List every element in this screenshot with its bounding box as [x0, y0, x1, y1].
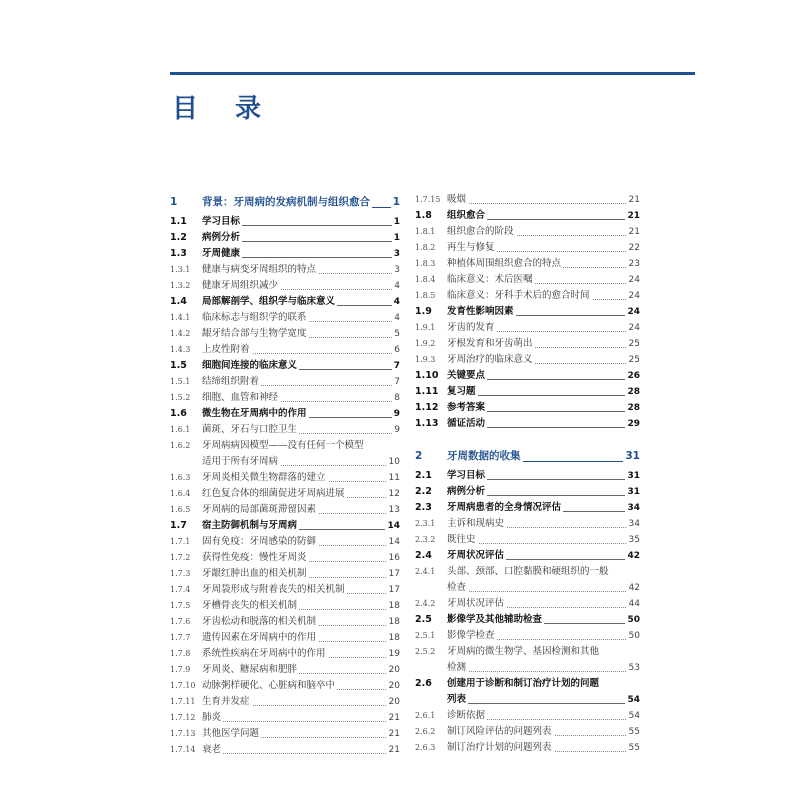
toc-number: 2.6.3: [415, 743, 436, 752]
toc-title: 检查: [447, 580, 468, 596]
toc-number: 1.4.1: [170, 313, 191, 322]
toc-page-number: 55: [627, 724, 640, 740]
toc-number: 1.6.2: [170, 441, 191, 450]
toc-title: 关键要点: [447, 368, 487, 384]
toc-title: 龈牙结合部与生物学宽度: [202, 326, 309, 342]
toc-title: 衰老: [202, 742, 223, 758]
toc-number: 1.8.1: [415, 227, 436, 236]
toc-title: 临床意义：牙科手术后的愈合时间: [447, 288, 592, 304]
toc-number: 1.8: [415, 210, 432, 221]
toc-page-number: 21: [625, 208, 640, 224]
toc-title: 牙周治疗的临床意义: [447, 352, 535, 368]
toc-number: 1.7.14: [170, 745, 196, 754]
toc-page-number: 22: [627, 240, 640, 256]
toc-number: 1: [170, 196, 178, 208]
toc-entry[interactable]: [415, 708, 640, 724]
toc-title: 结缔组织附着: [202, 374, 261, 390]
toc-number: 1.8.2: [415, 243, 436, 252]
toc-column-left: [170, 192, 400, 758]
toc-number: 1.3.1: [170, 265, 191, 274]
toc-number: 1.12: [415, 402, 439, 413]
toc-page-number: 25: [627, 352, 640, 368]
toc-entry[interactable]: [415, 564, 640, 580]
toc-entry[interactable]: [170, 678, 400, 694]
toc-title: 肺炎: [202, 710, 223, 726]
toc-number: 1.9.1: [415, 323, 436, 332]
toc-title: 病例分析: [447, 484, 487, 500]
toc-page-number: 1: [392, 214, 400, 230]
toc-page-number: 24: [627, 272, 640, 288]
toc-number: 2.4.1: [415, 567, 436, 576]
toc-entry[interactable]: [415, 208, 640, 224]
toc-page-number: 3: [392, 262, 400, 278]
toc-entry[interactable]: [415, 304, 640, 320]
toc-entry[interactable]: [415, 256, 640, 272]
toc-page-number: 19: [387, 646, 400, 662]
toc-entry[interactable]: [170, 630, 400, 646]
toc-page-number: 1: [391, 192, 400, 212]
toc-entry[interactable]: [415, 240, 640, 256]
toc-title: 牙周健康: [202, 246, 242, 262]
toc-page-number: 4: [392, 278, 400, 294]
toc-entry[interactable]: [170, 598, 400, 614]
toc-page-number: 35: [627, 532, 640, 548]
toc-entry[interactable]: [415, 740, 640, 756]
toc-number: 1.5: [170, 360, 187, 371]
toc-page-number: 17: [387, 566, 400, 582]
toc-page-number: 14: [385, 518, 400, 534]
toc-title: 红色复合体的细菌促进牙周病进展: [202, 486, 347, 502]
toc-title: 病例分析: [202, 230, 242, 246]
toc-title: 创建用于诊断和制订治疗计划的问题: [447, 676, 601, 692]
toc-entry[interactable]: [170, 374, 400, 390]
toc-leader: [447, 671, 640, 672]
toc-page-number: 14: [387, 534, 400, 550]
toc-page-number: 24: [627, 320, 640, 336]
toc-number: 1.8.3: [415, 259, 436, 268]
toc-title: 适用于所有牙周病: [202, 454, 280, 470]
toc-title: 再生与修复: [447, 240, 497, 256]
toc-page-number: 21: [387, 742, 400, 758]
toc-number: 2.6: [415, 678, 432, 689]
toc-number: 1.7.4: [170, 585, 191, 594]
toc-page-number: 9: [392, 422, 400, 438]
toc-title: 生育并发症: [202, 694, 252, 710]
toc-number: 1.7.1: [170, 537, 191, 546]
toc-page-number: 50: [625, 612, 640, 628]
toc-page-number: 21: [387, 726, 400, 742]
toc-number: 1.7.5: [170, 601, 191, 610]
toc-entry[interactable]: [170, 742, 400, 758]
toc-title: 牙周袋形成与附着丧失的相关机制: [202, 582, 347, 598]
toc-entry[interactable]: [170, 566, 400, 582]
toc-leader: [447, 703, 640, 704]
toc-page-number: 4: [392, 310, 400, 326]
toc-number: 2.4: [415, 550, 432, 561]
toc-entry[interactable]: [170, 710, 400, 726]
toc-title: 其他医学问题: [202, 726, 261, 742]
toc-entry[interactable]: [170, 310, 400, 326]
toc-title: 牙根发育和牙齿萌出: [447, 336, 535, 352]
toc-page-number: 44: [627, 596, 640, 612]
toc-number: 1.6.4: [170, 489, 191, 498]
toc-entry[interactable]: [415, 596, 640, 612]
toc-entry[interactable]: [170, 230, 400, 246]
toc-entry[interactable]: [415, 416, 640, 432]
toc-title: 诊断依据: [447, 708, 487, 724]
toc-number: 2.1: [415, 470, 432, 481]
toc-entry[interactable]: [170, 278, 400, 294]
toc-number: 1.9.2: [415, 339, 436, 348]
toc-number: 1.1: [170, 216, 187, 227]
toc-page-number: 21: [627, 224, 640, 240]
toc-page-number: 12: [387, 486, 400, 502]
toc-page-number: 21: [387, 710, 400, 726]
toc-entry[interactable]: [415, 368, 640, 384]
toc-number: 1.13: [415, 418, 439, 429]
toc-title: 牙周病病因模型——没有任何一个模型: [202, 438, 366, 454]
toc-page-number: 25: [627, 336, 640, 352]
toc-page-number: 20: [387, 662, 400, 678]
toc-number: 1.7.12: [170, 713, 196, 722]
toc-entry[interactable]: [415, 224, 640, 240]
toc-number: 1.2: [170, 232, 187, 243]
toc-page-number: 28: [625, 384, 640, 400]
toc-title: 临床标志与组织学的联系: [202, 310, 309, 326]
toc-page-number: 28: [625, 400, 640, 416]
toc-entry[interactable]: [170, 470, 400, 486]
toc-page-number: 11: [387, 470, 400, 486]
toc-title: 检测: [447, 660, 468, 676]
toc-entry[interactable]: [415, 516, 640, 532]
toc-page-number: 3: [392, 246, 400, 262]
toc-number: 2.5.2: [415, 647, 436, 656]
toc-entry[interactable]: [415, 500, 640, 516]
toc-entry[interactable]: [170, 662, 400, 678]
toc-entry[interactable]: [170, 422, 400, 438]
toc-page-number: 9: [392, 406, 400, 422]
toc-title: 牙槽骨丧失的相关机制: [202, 598, 299, 614]
toc-title: 临床意义：术后医嘱: [447, 272, 535, 288]
toc-page-number: 8: [392, 390, 400, 406]
toc-page-number: 18: [387, 614, 400, 630]
toc-title: 头部、颈部、口腔黏膜和硬组织的一般: [447, 564, 611, 580]
toc-entry[interactable]: [170, 262, 400, 278]
toc-entry[interactable]: [170, 390, 400, 406]
toc-entry[interactable]: [415, 580, 640, 596]
toc-entry[interactable]: [170, 502, 400, 518]
toc-chapter[interactable]: [170, 192, 400, 212]
toc-entry[interactable]: [170, 550, 400, 566]
toc-number: 1.5.2: [170, 393, 191, 402]
toc-entry[interactable]: [170, 294, 400, 310]
toc-number: 2.6.1: [415, 711, 436, 720]
toc-number: 2.3.1: [415, 519, 436, 528]
toc-entry[interactable]: [415, 336, 640, 352]
toc-title: 遗传因素在牙周病中的作用: [202, 630, 318, 646]
toc-number: 1.6.3: [170, 473, 191, 482]
toc-title: 牙周病患者的全身情况评估: [447, 500, 563, 516]
toc-number: 1.7.9: [170, 665, 191, 674]
toc-page-number: 1: [392, 230, 400, 246]
toc-page-number: 53: [627, 660, 640, 676]
toc-page-number: 4: [392, 294, 400, 310]
title-rule: [170, 72, 695, 75]
toc-leader: [447, 203, 640, 204]
toc-title: 吸烟: [447, 192, 468, 208]
toc-entry[interactable]: [170, 534, 400, 550]
toc-title: 细胞、血管和神经: [202, 390, 280, 406]
toc-title: 循证活动: [447, 416, 487, 432]
toc-entry[interactable]: [415, 660, 640, 676]
toc-entry[interactable]: [170, 342, 400, 358]
toc-entry[interactable]: [170, 582, 400, 598]
toc-title: 影像学检查: [447, 628, 497, 644]
toc-page-number: 16: [387, 550, 400, 566]
toc-page-number: 6: [392, 342, 400, 358]
toc-gap: [415, 432, 640, 446]
toc-title: 牙周病的局部菌斑滞留因素: [202, 502, 318, 518]
toc-title: 健康牙周组织减少: [202, 278, 280, 294]
toc-title: 上皮性附着: [202, 342, 252, 358]
toc-title: 获得性免疫：慢性牙周炎: [202, 550, 309, 566]
toc-page-number: 31: [625, 468, 640, 484]
toc-entry[interactable]: [415, 628, 640, 644]
toc-entry[interactable]: [415, 320, 640, 336]
toc-title: 微生物在牙周病中的作用: [202, 406, 309, 422]
toc-entry[interactable]: [415, 400, 640, 416]
toc-leader: [202, 753, 400, 754]
toc-number: 1.10: [415, 370, 439, 381]
toc-title: 学习目标: [447, 468, 487, 484]
toc-entry[interactable]: [415, 468, 640, 484]
toc-title: 背景：牙周病的发病机制与组织愈合: [202, 192, 372, 212]
toc-title: 列表: [447, 692, 468, 708]
toc-number: 1.7.7: [170, 633, 191, 642]
toc-page-number: 29: [625, 416, 640, 432]
toc-number: 1.9.3: [415, 355, 436, 364]
toc-entry[interactable]: [415, 548, 640, 564]
toc-page-number: 20: [387, 678, 400, 694]
toc-page-number: 20: [387, 694, 400, 710]
toc-number: 1.7.2: [170, 553, 191, 562]
toc-page-number: 42: [625, 548, 640, 564]
toc-page-number: 17: [387, 582, 400, 598]
toc-entry[interactable]: [415, 612, 640, 628]
toc-entry[interactable]: [415, 532, 640, 548]
toc-title: 种植体周围组织愈合的特点: [447, 256, 563, 272]
toc-title: 牙齿的发育: [447, 320, 497, 336]
toc-entry[interactable]: [170, 214, 400, 230]
toc-number: 1.9: [415, 306, 432, 317]
toc-entry[interactable]: [415, 272, 640, 288]
toc-page-number: 31: [625, 484, 640, 500]
toc-title: 影像学及其他辅助检查: [447, 612, 544, 628]
toc-page-number: 24: [627, 288, 640, 304]
toc-page-number: 55: [627, 740, 640, 756]
toc-title: 发育性影响因素: [447, 304, 516, 320]
toc-entry[interactable]: [170, 646, 400, 662]
toc-title: 系统性疾病在牙周病中的作用: [202, 646, 328, 662]
toc-title: 健康与病变牙周组织的特点: [202, 262, 318, 278]
toc-page-number: 42: [627, 580, 640, 596]
toc-number: 1.3: [170, 248, 187, 259]
toc-entry[interactable]: [170, 486, 400, 502]
toc-number: 1.7.6: [170, 617, 191, 626]
toc-title: 固有免疫：牙周感染的防御: [202, 534, 318, 550]
toc-entry[interactable]: [170, 358, 400, 374]
toc-number: 2.2: [415, 486, 432, 497]
toc-entry[interactable]: [170, 246, 400, 262]
toc-number: 1.4.2: [170, 329, 191, 338]
toc-title: 牙周病的微生物学、基因检测和其他: [447, 644, 601, 660]
toc-number: 1.3.2: [170, 281, 191, 290]
toc-number: 1.8.4: [415, 275, 436, 284]
toc-entry[interactable]: [170, 518, 400, 534]
toc-entry[interactable]: [415, 484, 640, 500]
toc-page-number: 5: [392, 326, 400, 342]
toc-number: 2.6.2: [415, 727, 436, 736]
toc-entry[interactable]: [415, 724, 640, 740]
toc-page-number: 54: [625, 692, 640, 708]
toc-entry[interactable]: [170, 614, 400, 630]
toc-title: 牙周状况评估: [447, 548, 506, 564]
toc-entry[interactable]: [415, 676, 640, 692]
toc-leader: [447, 591, 640, 592]
toc-title: 宿主防御机制与牙周病: [202, 518, 299, 534]
toc-title: 细胞间连接的临床意义: [202, 358, 299, 374]
toc-leader: [202, 721, 400, 722]
toc-title: 制订治疗计划的问题列表: [447, 740, 554, 756]
toc-title: 局部解剖学、组织学与临床意义: [202, 294, 337, 310]
toc-page-number: 10: [387, 454, 400, 470]
toc-page-number: 21: [627, 192, 640, 208]
toc-entry[interactable]: [415, 692, 640, 708]
toc-entry[interactable]: [415, 192, 640, 208]
toc-title: 复习题: [447, 384, 478, 400]
toc-number: 1.7.8: [170, 649, 191, 658]
toc-title: 制订风险评估的问题列表: [447, 724, 554, 740]
toc-entry[interactable]: [170, 694, 400, 710]
toc-number: 1.6: [170, 408, 187, 419]
toc-number: 2: [415, 450, 423, 462]
toc-page-number: 18: [387, 598, 400, 614]
toc-number: 1.7.11: [170, 697, 196, 706]
toc-entry[interactable]: [170, 406, 400, 422]
toc-page-number: 24: [625, 304, 640, 320]
toc-title: 牙齿松动和脱落的相关机制: [202, 614, 318, 630]
toc-number: 1.6.5: [170, 505, 191, 514]
toc-title: 主诉和现病史: [447, 516, 506, 532]
toc-number: 2.3: [415, 502, 432, 513]
toc-title: 组织愈合: [447, 208, 487, 224]
toc-page-number: 34: [625, 500, 640, 516]
toc-number: 1.7.10: [170, 681, 196, 690]
toc-page-number: 23: [627, 256, 640, 272]
toc-number: 2.4.2: [415, 599, 436, 608]
toc-title: 牙周炎、糖尿病和肥胖: [202, 662, 299, 678]
toc-title: 牙周数据的收集: [447, 446, 523, 466]
page-title: 目 录: [172, 94, 276, 124]
toc-page-number: 26: [625, 368, 640, 384]
toc-entry[interactable]: [170, 454, 400, 470]
toc-page-number: 31: [623, 446, 640, 466]
toc-number: 1.7.13: [170, 729, 196, 738]
toc-number: 1.5.1: [170, 377, 191, 386]
toc-page-number: 18: [387, 630, 400, 646]
toc-number: 1.11: [415, 386, 439, 397]
toc-column-right: [415, 192, 640, 756]
toc-page-number: 7: [392, 358, 400, 374]
toc-title: 动脉粥样硬化、心脏病和脑卒中: [202, 678, 337, 694]
toc-title: 学习目标: [202, 214, 242, 230]
toc-number: 1.4: [170, 296, 187, 307]
toc-entry[interactable]: [170, 326, 400, 342]
toc-page-number: 34: [627, 516, 640, 532]
toc-title: 牙龈红肿出血的相关机制: [202, 566, 309, 582]
toc-entry[interactable]: [415, 352, 640, 368]
toc-number: 2.3.2: [415, 535, 436, 544]
toc-number: 2.5: [415, 614, 432, 625]
toc-number: 1.4.3: [170, 345, 191, 354]
toc-title: 菌斑、牙石与口腔卫生: [202, 422, 299, 438]
toc-entry[interactable]: [170, 438, 400, 454]
toc-page-number: 50: [627, 628, 640, 644]
toc-page-number: 13: [387, 502, 400, 518]
toc-title: 参考答案: [447, 400, 487, 416]
toc-number: 1.7.3: [170, 569, 191, 578]
toc-entry[interactable]: [415, 384, 640, 400]
toc-entry[interactable]: [415, 644, 640, 660]
toc-chapter[interactable]: [415, 446, 640, 466]
toc-title: 既往史: [447, 532, 478, 548]
toc-number: 1.7.15: [415, 195, 441, 204]
toc-title: 牙周状况评估: [447, 596, 506, 612]
toc-number: 1.6.1: [170, 425, 191, 434]
toc-number: 1.8.5: [415, 291, 436, 300]
toc-page-number: 7: [392, 374, 400, 390]
toc-entry[interactable]: [170, 726, 400, 742]
toc-number: 2.5.1: [415, 631, 436, 640]
toc-title: 组织愈合的阶段: [447, 224, 516, 240]
toc-entry[interactable]: [415, 288, 640, 304]
toc-title: 牙周炎相关微生物群落的建立: [202, 470, 328, 486]
toc-page-number: 54: [627, 708, 640, 724]
toc-number: 1.7: [170, 520, 187, 531]
